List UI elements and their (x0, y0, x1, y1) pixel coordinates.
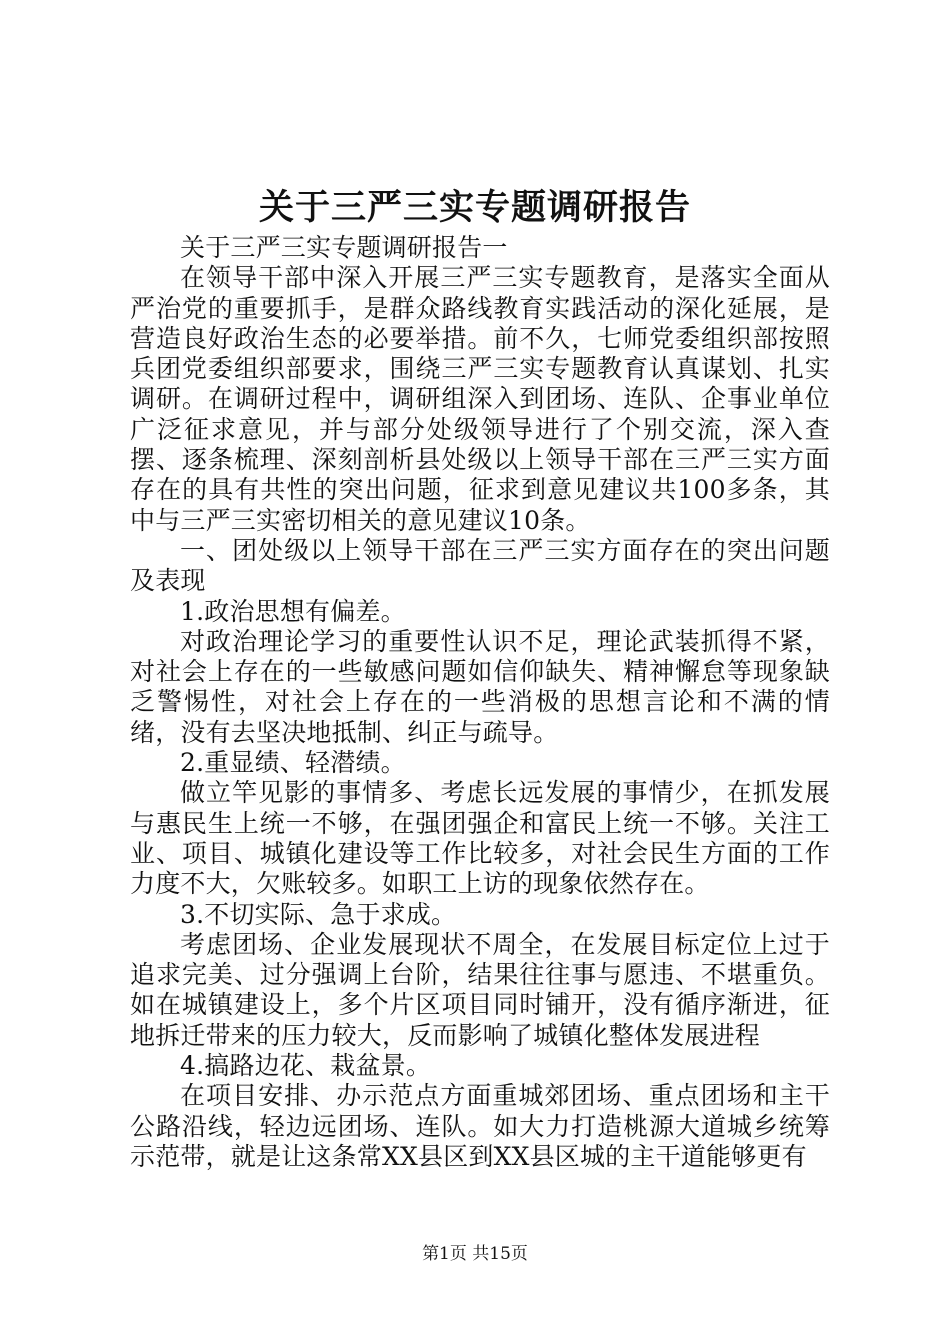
paragraph-subtitle: 关于三严三实专题调研报告一 (180, 233, 508, 262)
item-heading-4: 4.搞路边花、栽盆景。 (180, 1051, 432, 1081)
item-heading-2: 2.重显绩、轻潜绩。 (180, 748, 406, 778)
section-heading: 一、团处级以上领导干部在三严三实方面存在的突出问题及表现 (130, 535, 830, 596)
page-footer: 第1页 共15页 (422, 1244, 528, 1264)
item-body-3: 考虑团场、企业发展现状不周全，在发展目标定位上过于追求完美、过分强调上台阶，结果往往事与愿违、不堪重负。如在城镇建设上，多个片区项目同时铺开，没有循序渐进，征地拆迁带来的压力较大，反而影响了城镇化整体发展进程 (130, 929, 830, 1050)
item-body-4: 在项目安排、办示范点方面重城郊团场、重点团场和主干公路沿线，轻边远团场、连队。如大力打造桃源大道城乡统筹示范带，就是让这条常XX县区到XX县区城的主干道能够更有 (130, 1081, 830, 1171)
item-body-1: 对政治理论学习的重要性认识不足，理论武装抓得不紧，对社会上存在的一些敏感问题如信仰缺失、精神懈怠等现象缺乏警惕性，对社会上存在的一些消极的思想言论和不满的情绪，没有去坚决地抵制、纠正与疏导。 (130, 626, 830, 747)
paragraph-intro: 在领导干部中深入开展三严三实专题教育，是落实全面从严治党的重要抓手，是群众路线教育实践活动的深化延展，是营造良好政治生态的必要举措。前不久，七师党委组织部按照兵团党委组织部要求，围绕三严三实专题教育认真谋划、扎实调研。在调研过程中，调研组深入到团场、连队、企事业单位广泛征求意见，并与部分处级领导进行了个别交流，深入查摆、逐条梳理、深刻剖析县处级以上领导干部在三严三实方面存在的具有共性的突出问题，征求到意见建议共100多条，其中与三严三实密切相关的意见建议10条。 (130, 263, 830, 535)
document-body (130, 233, 830, 1172)
document-title: 关于三严三实专题调研报告 (258, 187, 691, 228)
item-heading-1: 1.政治思想有偏差。 (180, 596, 406, 626)
item-body-2: 做立竿见影的事情多、考虑长远发展的事情少，在抓发展与惠民生上统一不够，在强团强企和富民上统一不够。关注工业、项目、城镇化建设等工作比较多，对社会民生方面的工作力度不大，欠账较多。如职工上访的现象依然存在。 (130, 778, 830, 899)
item-heading-3: 3.不切实际、急于求成。 (180, 899, 457, 929)
